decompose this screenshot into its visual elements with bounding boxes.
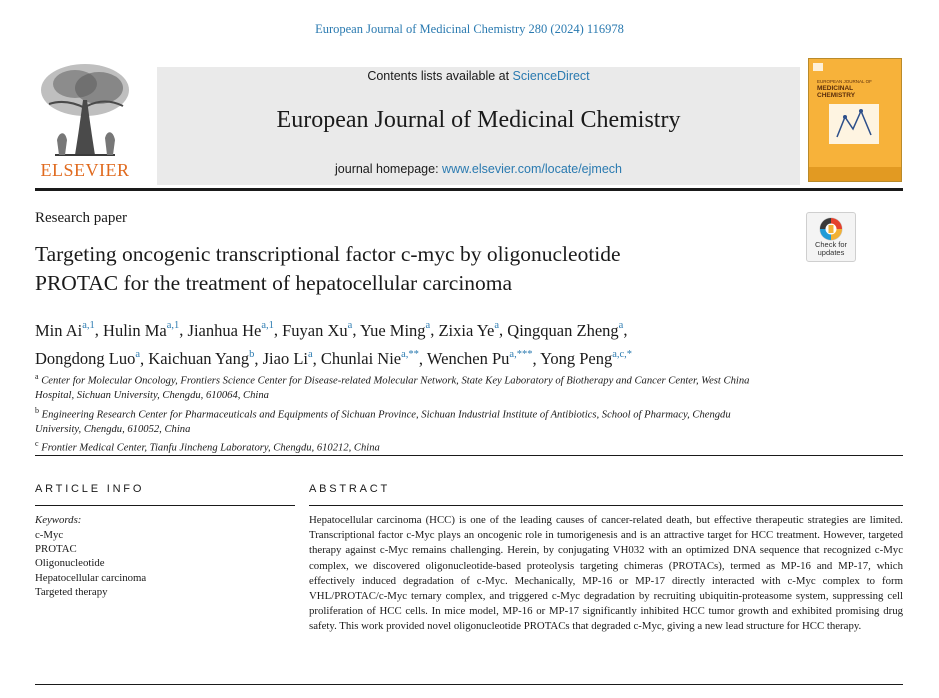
affiliation-b: $^b$ Engineering Research Center for Pharmaceuticals and Equipments of Sichuan Province, Sichuan Industrial Institute of Antibiotics, School of Pharmacy, Chengdu University, Chengdu, 610052, China (35, 405, 731, 435)
author[interactable]: Fuyan Xu$^a$ (282, 320, 353, 340)
author-affiliation-marker[interactable]: a (347, 320, 353, 331)
contents-prefix: Contents lists available at (367, 69, 513, 83)
abstract-divider (309, 505, 903, 506)
keywords-label: Keywords: (35, 514, 82, 526)
author[interactable]: Wenchen $Pu^{a,***}$ (426, 348, 533, 368)
elsevier-wordmark: ELSEVIER (40, 160, 130, 180)
author-affiliation-marker[interactable]: a (308, 348, 313, 360)
sciencedirect-link[interactable]: ScienceDirect (512, 69, 590, 83)
journal-citation[interactable] (0, 22, 939, 37)
author[interactable]: Chunlai Nie$^{a,**}$ (320, 348, 419, 368)
author-affiliation-marker[interactable]: a,** (401, 348, 419, 360)
keyword: c-Myc (35, 529, 64, 541)
author-affiliation-marker[interactable]: a (425, 320, 431, 331)
check-updates-icon (807, 213, 855, 243)
author[interactable]: Yue Ming$^a$ (359, 320, 431, 340)
author-affiliation-marker[interactable]: b (249, 348, 255, 360)
keyword: Targeted therapy (35, 585, 108, 598)
author-affiliation-marker[interactable]: a,c,* (612, 348, 633, 360)
author-affiliation-marker[interactable]: a,1 (82, 320, 95, 331)
check-updates-label: Check for updates (814, 240, 848, 257)
article-info-divider (35, 505, 295, 506)
article-info-heading: ARTICLE INFO (35, 483, 145, 495)
title-line: PROTAC for the treatment of hepatocellular carcinoma (35, 271, 513, 295)
affiliations (35, 370, 835, 457)
author[interactable]: Zixia Ye$^a$ (438, 320, 500, 340)
keywords-list (35, 528, 146, 599)
author[interactable]: Hulin Ma$^{a,1}$ (103, 320, 180, 340)
keyword: Oligonucleotide (35, 557, 105, 570)
author[interactable]: Min Ai$^{a,1}$ (35, 320, 95, 340)
author-list: Min Ai$^{a,1}$, Hulin Ma$^{a,1}$, Jianhua He$^{a,1}$, Fuyan Xu$^a$, Yue Ming$^a$, Zixia Ye$^a$, Qingquan Zheng$^a$, Dongdong Luo$^a$, Kaichuan Yang$^b$, Jiao Li$^a$, Chunlai Nie$^{a,**}$, Wenchen $Pu^{a,***}$, Yong Peng$^{a,c,*}$ (35, 320, 633, 368)
journal-title: European Journal of Medicinal Chemistry (276, 107, 681, 133)
abstract-heading: ABSTRACT (309, 483, 391, 495)
article-type: Research paper (35, 210, 128, 226)
affiliation-a: $^a$ Center for Molecular Oncology, Frontiers Science Center for Disease-related Molecular Network, State Key Laboratory of Biotherapy and Cancer Center, West China Hospital, Sichuan University, Chengdu, 610064, China (35, 372, 750, 402)
author-affiliation-marker[interactable]: a,*** (509, 348, 533, 360)
abstract-text: Hepatocellular carcinoma (HCC) is one of the leading causes of cancer-related death, but effective therapeutic strategies are limited. Transcriptional factor c-Myc plays an oncogenic role in tumorigenesis and is an attractive target for HCC treatment. However, targeted therapy against c-Myc remains challenging. Herein, by conjugating VH032 with an optimized DNA sequence that recognized c-Myc complex, we discovered oligonucleotide-based proteolysis targeting chimeras (PROTACs), termed as MP-16 and MP-17, which effectively induced degradation of c-Myc. Mechanically, MP-16 or MP-17 directly interacted with c-Myc complex to form VHL/PROTAC/c-Myc ternary complex, and triggered c-Myc degradation by recruiting ubiquitin-proteasome system, suppressing cell proliferation of HCC cells. In mice model, MP-16 or MP-17 significantly inhibited HCC tumor growth and exhibited promising drug safety. This work provided novel oligonucleotide PROTACs that degraded c-Myc, giving a new lead structure for HCC therapy. (309, 514, 903, 633)
contents-available-line (157, 69, 800, 83)
article-title (35, 240, 795, 298)
bottom-divider (35, 684, 903, 685)
journal-homepage-line (157, 162, 800, 176)
journal-cover-thumbnail[interactable] (808, 58, 902, 182)
section-divider (35, 455, 903, 456)
affiliation-c: $^c$ Frontier Medical Center, Tianfu Jincheng Laboratory, Chengdu, 610212, China (35, 439, 380, 454)
author[interactable]: Dongdong Luo$^a$ (35, 348, 141, 368)
cover-title: EUROPEAN JOURNAL OF MEDICINAL CHEMISTRY (817, 79, 872, 99)
author-affiliation-marker[interactable]: a (618, 320, 624, 331)
header-divider (35, 188, 903, 191)
author-affiliation-marker[interactable]: a (494, 320, 500, 331)
homepage-link[interactable]: www.elsevier.com/locate/ejmech (442, 162, 622, 176)
homepage-prefix: journal homepage: (335, 162, 443, 176)
title-line: Targeting oncogenic transcriptional factor c-myc by oligonucleotide (35, 242, 621, 266)
keyword: PROTAC (35, 543, 77, 556)
author[interactable]: Qingquan Zheng$^a$ (507, 320, 624, 340)
keyword: Hepatocellular carcinoma (35, 571, 147, 584)
author[interactable]: Kaichuan Yang$^b$ (148, 348, 255, 368)
author-affiliation-marker[interactable]: a,1 (166, 320, 180, 331)
citation-link[interactable]: European Journal of Medicinal Chemistry 280 (2024) 116978 (315, 22, 624, 36)
cover-image (809, 59, 901, 181)
author[interactable]: Yong Peng$^{a,c,*}$ (540, 348, 633, 368)
author-affiliation-marker[interactable]: a (135, 348, 141, 360)
author-affiliation-marker[interactable]: a,1 (261, 320, 274, 331)
author[interactable]: Jianhua He$^{a,1}$ (187, 320, 274, 340)
author[interactable]: Jiao Li$^a$ (262, 348, 313, 368)
elsevier-tree-icon (35, 60, 135, 160)
